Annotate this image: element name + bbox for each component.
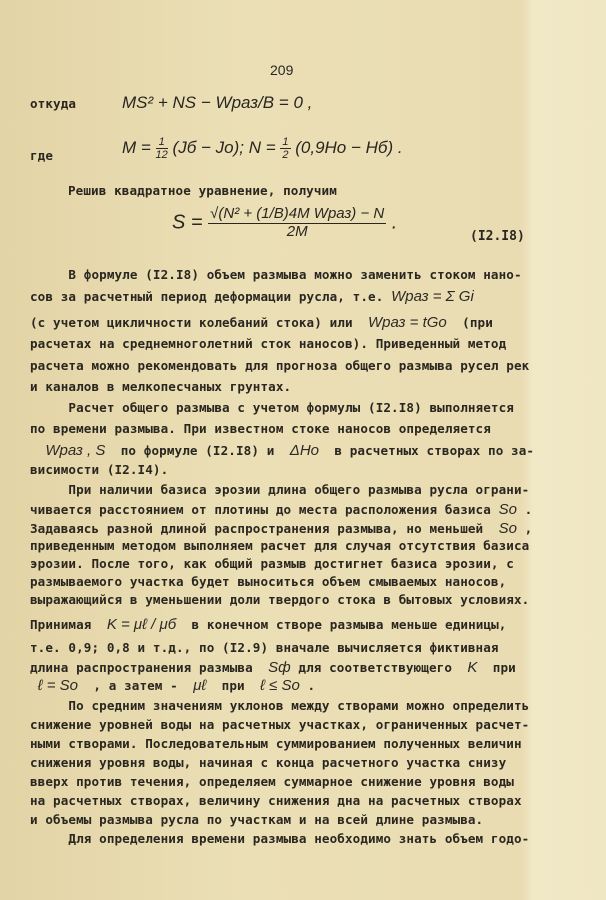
text-line [30,267,522,282]
text-segment: висимости (I2.I4). [30,462,169,477]
text-segment: Расчет общего размыва с учетом формулы (I2.I8) выполняется [30,400,514,415]
text-line [30,574,506,589]
intro-text: Решив квадратное уравнение, получим [68,183,337,198]
text-segment: расчетах на среднемноголетний сток наносов). Приведенный метод [30,336,507,351]
text-segment: в конечном створе размыва меньше единицы, [176,617,507,632]
s-tail: . [391,211,398,234]
text-line [30,592,529,607]
inline-formula: Sо [498,520,517,537]
text-line [30,538,529,553]
text-line [30,520,532,537]
text-line [30,501,532,518]
inline-formula: Sф [268,659,291,676]
text-segment: , а затем - [77,678,194,693]
text-segment: при [477,660,516,675]
n-den: 2 [282,149,289,162]
text-segment: (с учетом цикличности колебаний стока) или [30,315,369,330]
text-segment: и каналов в мелкопесчаных грунтах. [30,379,292,394]
s-lhs: S = [172,211,203,234]
text-segment: . [299,678,316,693]
text-line [30,421,491,436]
text-segment: эрозии. После того, как общий размыв достигнет базиса эрозии, с [30,556,514,571]
inline-formula: Wраз = Σ Gi [391,288,474,305]
text-line [30,379,291,394]
text-line [30,793,522,808]
equation-m-n [122,136,403,161]
s-fraction [208,206,386,240]
text-segment: при [206,678,261,693]
text-segment: по времени размыва. При известном стоке наносов определяется [30,421,491,436]
inline-formula: Wраз , S [45,442,106,459]
text-segment: сов за расчетный период деформации русла, т.е. [30,289,392,304]
text-line [30,717,529,732]
text-segment: приведенным методом выполняем расчет для случая отсутствия базиса [30,538,530,553]
inline-formula: ℓ = Sо [37,677,78,694]
text-line [30,482,529,497]
n-lhs: N = [248,138,276,158]
text-line [30,556,514,571]
equation-s [172,206,397,240]
inline-formula: ℓ ≤ Sо [260,677,300,694]
n-fraction [280,136,290,161]
m-rhs: (Jб − Jо); [172,138,244,158]
text-segment: расчета можно рекомендовать для прогноза общего размыва русел рек [30,358,530,373]
text-segment: Задаваясь разной длиной распространения размыва, но меньшей [30,521,499,536]
text-line [30,358,529,373]
text-line [30,400,514,415]
text-line [30,336,506,351]
text-segment: Для определения времени размыва необходимо знать объем годо- [30,831,530,846]
n-num: 1 [282,136,289,148]
text-segment: . [516,502,533,517]
text-line [30,640,499,655]
text-segment [30,443,45,458]
text-segment: вверх против течения, определяем суммарное снижение уровня воды [30,774,514,789]
text-line [30,736,522,751]
text-segment: При наличии базиса эрозии длина общего размыва русла ограни- [30,482,530,497]
m-lhs: M = [122,138,151,158]
text-segment: (при [446,315,493,330]
text-line [30,698,529,713]
m-num: 1 [156,136,168,149]
text-segment: По средним значениям уклонов между створами можно определить [30,698,530,713]
text-segment: , [516,521,533,536]
text-line [30,462,168,477]
equation-quadratic: MS² + NS − Wраз/B = 0 , [122,93,313,112]
text-line [30,314,493,331]
text-segment: чивается расстоянием от плотины до места расположения базиса [30,502,499,517]
text-segment: размываемого участка будет выноситься объем смываемых наносов, [30,574,507,589]
text-segment: т.е. 0,9; 0,8 и т.д., по (I2.9) вначале вычисляется фиктивная [30,640,499,655]
text-segment: ными створами. Последовательным суммированием полученных величин [30,736,522,751]
text-segment: длина распространения размыва [30,660,269,675]
inline-formula: Wраз = tGо [368,314,447,331]
text-segment: выражающийся в уменьшении доли твердого стока в бытовых условиях. [30,592,530,607]
text-segment: снижение уровней воды на расчетных участках, ограниченных расчет- [30,717,530,732]
text-segment: В формуле (I2.I8) объем размыва можно заменить стоком нано- [30,267,522,282]
text-line [30,659,516,676]
text-segment: и объемы размыва русла по участкам и на всей длине размыва. [30,812,484,827]
s-numerator: √(N² + (1/B)4M Wраз) − N [210,205,385,222]
s-denominator: 2M [286,222,308,240]
equation-number: (I2.I8) [470,229,525,244]
inline-formula: ΔHо [289,442,319,459]
n-rhs: (0,9Hо − Hб) . [295,138,403,158]
eq1-label: откуда [30,96,77,111]
text-segment: на расчетных створах, величину снижения дна на расчетных створах [30,793,522,808]
text-line [30,755,506,770]
text-line [30,442,534,459]
text-segment: снижения уровня воды, начиная с конца расчетного участка снизу [30,755,507,770]
text-line [30,831,529,846]
inline-formula: Sо [498,501,517,518]
text-line [30,774,514,789]
inline-formula: μℓ [193,677,207,694]
m-fraction [156,136,168,161]
text-line [30,677,315,694]
text-segment: по формуле (I2.I8) и [105,443,290,458]
eq2-label: где [30,148,54,163]
text-segment: Принимая [30,617,107,632]
text-line [30,616,507,633]
text-line [30,288,474,305]
page-number: 209 [270,62,294,78]
text-segment [30,678,38,693]
text-line [30,812,483,827]
text-segment: для соответствующего [290,660,468,675]
inline-formula: K [467,659,478,676]
m-den: 12 [155,149,168,162]
inline-formula: K = μℓ / μб [106,616,177,633]
text-segment: в расчетных створах по за- [319,443,535,458]
